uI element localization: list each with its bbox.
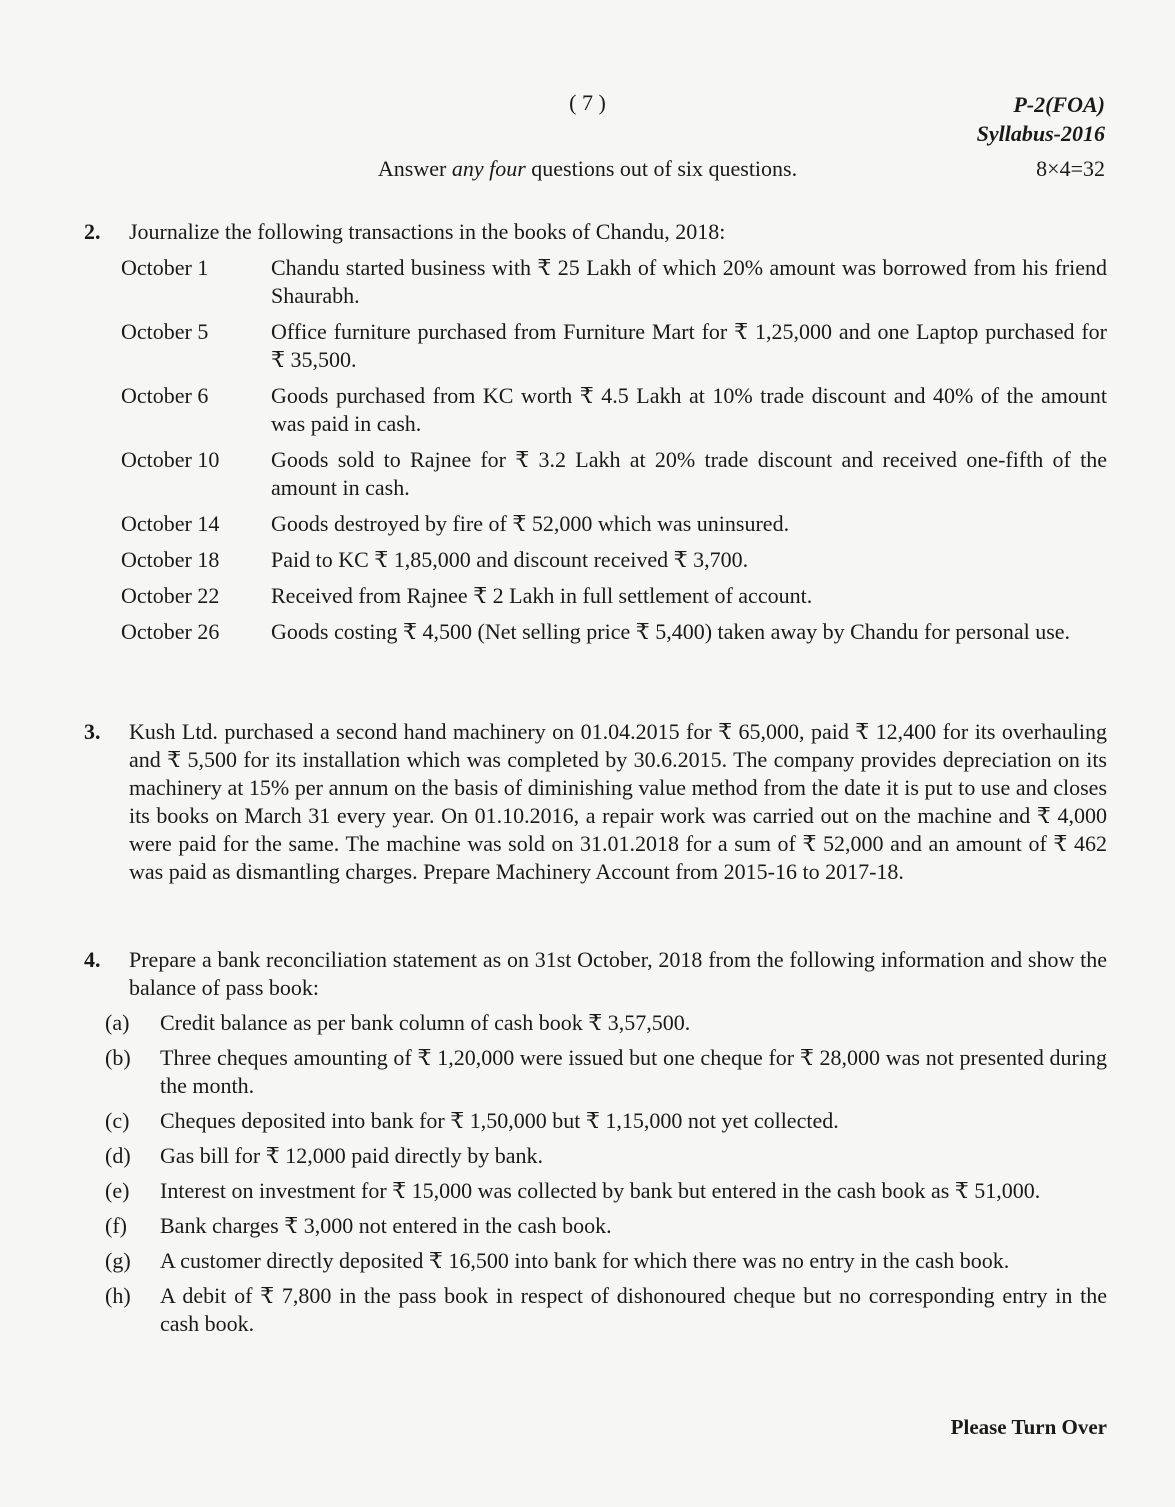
transaction-text: Goods destroyed by fire of ₹ 52,000 which was uninsured. [271, 511, 790, 536]
item-label: (f) [105, 1213, 127, 1238]
list-item [84, 1142, 1107, 1170]
transaction-text: Chandu started business with ₹ 25 Lakh of which 20% amount was borrowed from his friend Shaurabh. [271, 255, 1107, 308]
transaction-row [84, 446, 1107, 502]
item-label: (h) [105, 1283, 131, 1308]
question-text: Kush Ltd. purchased a second hand machinery on 01.04.2015 for ₹ 65,000, paid ₹ 12,400 for its overhauling and ₹ 5,500 for its installation which was completed by 30.6.2015. The company provides depreciation on its machinery at 15% per annum on the basis of diminishing value method from the date it is put to use and closes its books on March 31 every year. On 01.10.2016, a repair work was carried out on the machine and ₹ 4,000 were paid for the same. The machine was sold on 31.01.2018 for a sum of ₹ 52,000 and an amount of ₹ 462 was paid as dismantling charges. Prepare Machinery Account from 2015-16 to 2017-18. [129, 719, 1107, 884]
transaction-date: October 18 [121, 547, 220, 572]
question-4 [84, 946, 1107, 1338]
item-text: Gas bill for ₹ 12,000 paid directly by bank. [160, 1143, 544, 1168]
item-label: (e) [105, 1178, 130, 1203]
question-2 [84, 218, 1107, 646]
transaction-row [84, 382, 1107, 438]
transaction-list [84, 254, 1107, 646]
transaction-text: Goods costing ₹ 4,500 (Net selling price ₹ 5,400) taken away by Chandu for personal use. [271, 619, 1071, 644]
item-text: A debit of ₹ 7,800 in the pass book in respect of dishonoured cheque but no corresponding entry in the cash book. [160, 1283, 1107, 1336]
transaction-date: October 22 [121, 583, 220, 608]
transaction-date: October 14 [121, 511, 220, 536]
transaction-row [84, 618, 1107, 646]
transaction-text: Office furniture purchased from Furniture Mart for ₹ 1,25,000 and one Laptop purchased for ₹ 35,500. [271, 319, 1107, 372]
question-3 [84, 718, 1107, 886]
question-number: 2. [84, 219, 101, 244]
instruction-prefix: Answer [377, 156, 452, 181]
paper-code: P-2(FOA) [1013, 92, 1105, 117]
transaction-date: October 5 [121, 319, 209, 344]
marks-scheme: 8×4=32 [1036, 156, 1105, 181]
transaction-row [84, 318, 1107, 374]
transaction-date: October 6 [121, 383, 209, 408]
item-label: (b) [105, 1045, 131, 1070]
transaction-row [84, 254, 1107, 310]
syllabus-label: Syllabus-2016 [976, 121, 1105, 146]
question-number: 3. [84, 719, 101, 744]
transaction-row [84, 582, 1107, 610]
item-text: Interest on investment for ₹ 15,000 was collected by bank but entered in the cash book as ₹ 51,000. [160, 1178, 1041, 1203]
item-label: (a) [105, 1010, 130, 1035]
item-label: (c) [105, 1108, 130, 1133]
item-label: (g) [105, 1248, 131, 1273]
instruction-suffix: questions out of six questions. [525, 156, 798, 181]
item-text: A customer directly deposited ₹ 16,500 into bank for which there was no entry in the cash book. [160, 1248, 1010, 1273]
paper-code-block [977, 90, 1105, 148]
item-text: Bank charges ₹ 3,000 not entered in the cash book. [160, 1213, 612, 1238]
transaction-date: October 26 [121, 619, 220, 644]
question-intro: Journalize the following transactions in the books of Chandu, 2018: [129, 219, 726, 244]
instruction-emphasis: any four [451, 156, 526, 181]
list-item [84, 1247, 1107, 1275]
question-intro: Prepare a bank reconciliation statement as on 31st October, 2018 from the following information and show the balance of pass book: [129, 947, 1107, 1000]
transaction-row [84, 510, 1107, 538]
question-number: 4. [84, 947, 101, 972]
list-item [84, 1282, 1107, 1338]
transaction-row [84, 546, 1107, 574]
item-text: Cheques deposited into bank for ₹ 1,50,000 but ₹ 1,15,000 not yet collected. [160, 1108, 839, 1133]
transaction-text: Received from Rajnee ₹ 2 Lakh in full settlement of account. [271, 583, 813, 608]
transaction-date: October 1 [121, 255, 209, 280]
list-item [84, 1177, 1107, 1205]
please-turn-over: Please Turn Over [950, 1415, 1107, 1439]
item-text: Credit balance as per bank column of cash book ₹ 3,57,500. [160, 1010, 691, 1035]
instruction [0, 156, 1175, 182]
transaction-text: Goods purchased from KC worth ₹ 4.5 Lakh at 10% trade discount and 40% of the amount was paid in cash. [271, 383, 1107, 436]
list-item [84, 1009, 1107, 1037]
transaction-date: October 10 [121, 447, 220, 472]
transaction-text: Goods sold to Rajnee for ₹ 3.2 Lakh at 20% trade discount and received one-fifth of the amount in cash. [271, 447, 1107, 500]
list-item [84, 1212, 1107, 1240]
item-label: (d) [105, 1143, 131, 1168]
reconciliation-items [84, 1009, 1107, 1338]
list-item [84, 1044, 1107, 1100]
item-text: Three cheques amounting of ₹ 1,20,000 were issued but one cheque for ₹ 28,000 was not presented during the month. [160, 1045, 1107, 1098]
page-number: ( 7 ) [569, 90, 606, 115]
transaction-text: Paid to KC ₹ 1,85,000 and discount received ₹ 3,700. [271, 547, 749, 572]
list-item [84, 1107, 1107, 1135]
